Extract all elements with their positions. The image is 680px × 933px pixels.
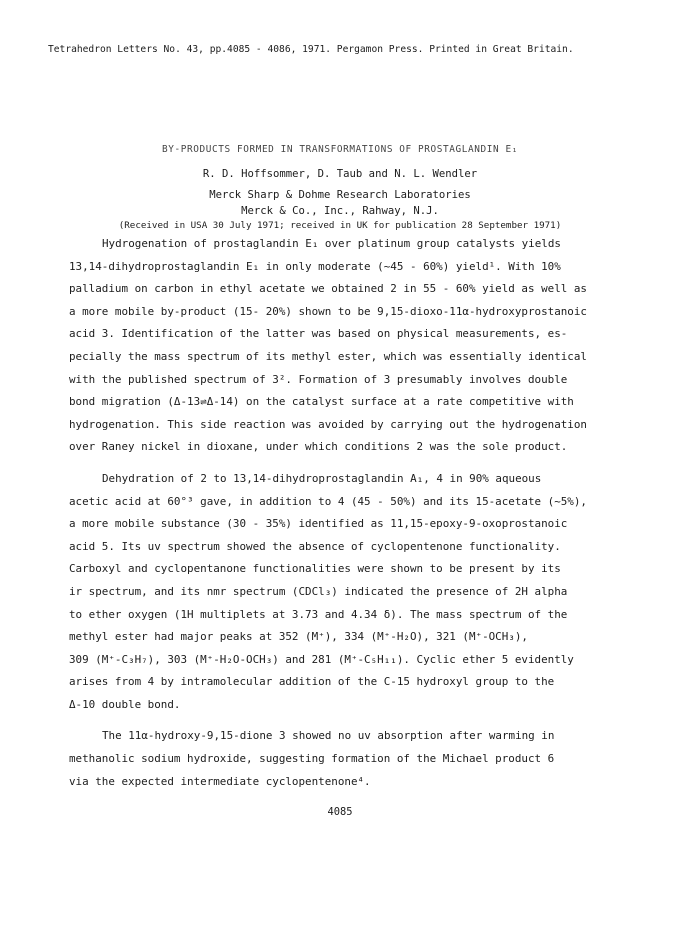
article-body <box>69 233 624 793</box>
body-line: methanolic sodium hydroxide, suggesting formation of the Michael product 6 <box>69 752 555 766</box>
body-line: a more mobile substance (30 - 35%) identified as 11,15-epoxy-9-oxoprostanoic <box>69 517 568 531</box>
body-line: Δ-10 double bond. <box>69 697 181 711</box>
body-line: acid 5. Its uv spectrum showed the absence of cyclopentenone functionality. <box>69 539 561 553</box>
body-line: acetic acid at 60°³ gave, in addition to 4 (45 - 50%) and its 15-acetate (~5%), <box>69 494 587 508</box>
body-line: Hydrogenation of prostaglandin E₁ over platinum group catalysts yields <box>102 237 561 250</box>
body-line: Carboxyl and cyclopentanone functionalities were shown to be present by its <box>69 562 561 576</box>
paragraph-gap <box>69 716 624 725</box>
affiliation-line-1: Merck Sharp & Dohme Research Laboratories <box>209 189 471 201</box>
page-number: 4085 <box>327 806 353 818</box>
body-line: with the published spectrum of 3². Formation of 3 presumably involves double <box>69 372 568 386</box>
body-line: Dehydration of 2 to 13,14-dihydroprostaglandin A₁, 4 in 90% aqueous <box>102 471 542 485</box>
body-line: acid 3. Identification of the latter was based on physical measurements, es- <box>69 327 568 341</box>
body-line: methyl ester had major peaks at 352 (M⁺), 334 (M⁺-H₂O), 321 (M⁺-OCH₃), <box>69 630 528 644</box>
body-line: The 11α-hydroxy-9,15-dione 3 showed no uv absorption after warming in <box>102 729 555 743</box>
body-line: 309 (M⁺-C₃H₇), 303 (M⁺-H₂O-OCH₃) and 281 (M⁺-C₅H₁₁). Cyclic ether 5 evidently <box>69 652 574 666</box>
body-line: bond migration (Δ-13⇌Δ-14) on the catalyst surface at a rate competitive with <box>69 395 574 409</box>
body-line: a more mobile by-product (15- 20%) shown to be 9,15-dioxo-11α-hydroxyprostanoic <box>69 304 587 318</box>
affiliation-line-2: Merck & Co., Inc., Rahway, N.J. <box>241 205 439 217</box>
body-line: 13,14-dihydroprostaglandin E₁ in only moderate (~45 - 60%) yield¹. With 10% <box>69 259 561 273</box>
body-line: arises from 4 by intramolecular addition of the C-15 hydroxyl group to the <box>69 675 555 689</box>
body-line: hydrogenation. This side reaction was avoided by carrying out the hydrogenation <box>69 417 587 431</box>
body-line: via the expected intermediate cyclopentenone⁴. <box>69 774 371 788</box>
received-dates: (Received in USA 30 July 1971; received in UK for publication 28 September 1971) <box>118 220 562 231</box>
article-title: BY-PRODUCTS FORMED IN TRANSFORMATIONS OF PROSTAGLANDIN E₁ <box>162 144 518 155</box>
body-line: to ether oxygen (1H multiplets at 3.73 and 4.34 δ). The mass spectrum of the <box>69 607 568 621</box>
journal-header: Tetrahedron Letters No. 43, pp.4085 - 4086, 1971. Pergamon Press. Printed in Great Britain. <box>48 44 574 55</box>
paragraph-gap <box>69 459 624 468</box>
body-line: ir spectrum, and its nmr spectrum (CDCl₃) indicated the presence of 2H alpha <box>69 584 568 598</box>
author-list: R. D. Hoffsommer, D. Taub and N. L. Wendler <box>202 168 478 180</box>
body-line: pecially the mass spectrum of its methyl ester, which was essentially identical <box>69 349 587 363</box>
body-line: over Raney nickel in dioxane, under which conditions 2 was the sole product. <box>69 440 568 454</box>
body-line: palladium on carbon in ethyl acetate we obtained 2 in 55 - 60% yield as well as <box>69 282 587 296</box>
